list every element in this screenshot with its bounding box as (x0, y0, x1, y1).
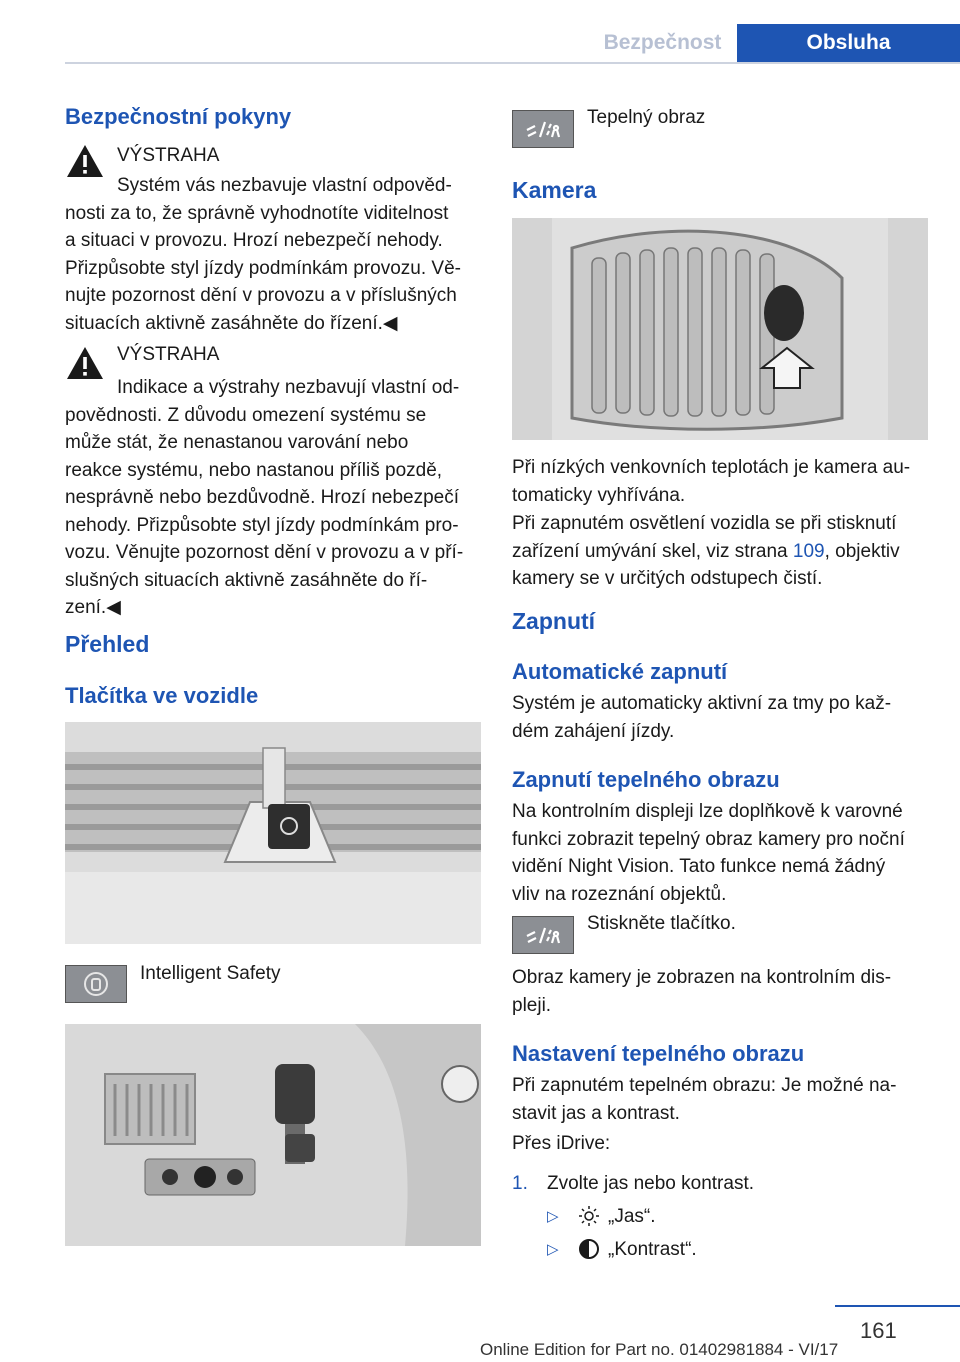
warning-2-line: reakce systému, nebo nastanou příliš pozdě, (65, 459, 443, 481)
thermal-on-line: funkci zobrazit tepelný obraz kamery pro noční (512, 828, 905, 850)
idrive-text: Přes iDrive: (512, 1133, 611, 1154)
camera-grille-illustration (512, 218, 928, 440)
intelligent-safety-button-icon (65, 965, 127, 1003)
settings-line: Při zapnutém tepelném obrazu: Je možné na‐ (512, 1075, 897, 1096)
warning-2-line: může stát, že nenastanou varování nebo (65, 432, 409, 453)
contrast-icon (578, 1238, 600, 1260)
settings-line: stavit jas a kontrast. (512, 1102, 680, 1124)
section-title-safety: Bezpečnostní pokyny (65, 104, 292, 129)
auto-line: Systém je automaticky aktivní za tmy po kaž‐ (512, 693, 892, 714)
vents-illustration (65, 722, 481, 944)
display-line: pleji. (512, 994, 552, 1016)
tab-bezpecnost[interactable]: Bezpečnost (603, 31, 722, 54)
warning-2-line: zení.◀ (65, 597, 121, 618)
intelligent-safety-label: Intelligent Safety (140, 963, 281, 984)
camera-p2-line: Při zapnutém osvětlení vozidla se při stisknutí (512, 513, 897, 534)
thermal-on-line: vliv na rozeznání objektů. (512, 883, 727, 905)
photo-steering-area (65, 1024, 481, 1246)
sub-item-jas: „Jas“. (608, 1206, 656, 1227)
thermal-image-label: Tepelný obraz (587, 107, 706, 128)
warning-1-line: a situaci v provozu. Hrozí nebezpečí nehody. (65, 230, 443, 251)
camera-paragraph-2 (512, 510, 932, 593)
footer-edition: Online Edition for Part no. 01402981884 - VI/17 (480, 1340, 839, 1359)
header-divider (65, 62, 960, 64)
warning-2-line: slušných situacích aktivně zasáhněte do ří‐ (65, 569, 428, 591)
photo-camera-grille (512, 218, 928, 440)
warning-2-line: vozu. Věnujte pozornost dění v provozu a v pří‐ (65, 542, 464, 563)
press-button-text: Stiskněte tlačítko. (587, 913, 736, 934)
night-vision-icon (523, 118, 563, 140)
camera-p1-line: tomaticky vyhřívána. (512, 484, 686, 506)
section-title-switch-on: Zapnutí (512, 608, 596, 634)
warning-1-line: Systém vás nezbavuje vlastní odpověd‐ (117, 175, 452, 196)
warning-1-line: situacích aktivně zasáhněte do řízení.◀ (65, 312, 398, 334)
auto-paragraph (512, 690, 932, 745)
warning-1-line: nosti za to, že správně vyhodnotíte viditelnost (65, 202, 449, 224)
camera-p2-line: kamery se v určitých odstupech čistí. (512, 568, 823, 589)
section-title-overview: Přehled (65, 631, 150, 657)
night-vision-button-icon-2 (512, 916, 574, 954)
page-number: 161 (860, 1318, 897, 1343)
sub-bullet: ▷ (547, 1241, 559, 1258)
auto-line: dém zahájení jízdy. (512, 720, 675, 742)
tab-obsluha[interactable]: Obsluha (737, 24, 960, 62)
warning-text-1 (65, 172, 485, 337)
page-link-109[interactable]: 109 (792, 540, 825, 562)
subsection-title-auto: Automatické zapnutí (512, 659, 728, 684)
subsection-title-buttons: Tlačítka ve vozidle (65, 683, 259, 708)
steering-illustration (65, 1024, 481, 1246)
footer-divider (835, 1305, 960, 1307)
warning-2-line: povědnosti. Z důvodu omezení systému se (65, 404, 427, 426)
brightness-icon (578, 1205, 600, 1227)
display-line: Obraz kamery je zobrazen na kontrolním dis‐ (512, 967, 892, 988)
step-number: 1. (512, 1173, 528, 1194)
warning-label-2: VÝSTRAHA (117, 344, 220, 365)
warning-2-line: Indikace a výstrahy nezbavují vlastní od‐ (117, 377, 460, 398)
camera-p1-line: Při nízkých venkovních teplotách je kamera au‐ (512, 457, 911, 478)
photo-dashboard-vents (65, 722, 481, 944)
settings-paragraph (512, 1072, 932, 1127)
sub-item-kontrast: „Kontrast“. (608, 1239, 697, 1260)
warning-text-2 (65, 374, 485, 622)
thermal-on-line: Na kontrolním displeji lze doplňkově k varovné (512, 801, 903, 822)
warning-2-line: nesprávně nebo bezdůvodně. Hrozí nebezpečí (65, 487, 459, 508)
warning-1-line: Přizpůsobte styl jízdy podmínkám provozu. Vě‐ (65, 257, 462, 279)
thermal-on-line: vidění Night Vision. Tato funkce nemá žádný (512, 856, 886, 877)
warning-1-line: nujte pozornost dění v provozu a v příslušných (65, 285, 457, 306)
intelligent-safety-icon (83, 971, 109, 997)
warning-label-1: VÝSTRAHA (117, 145, 220, 166)
camera-paragraph-1 (512, 454, 932, 509)
section-title-camera: Kamera (512, 177, 597, 203)
step-text: Zvolte jas nebo kontrast. (547, 1173, 754, 1194)
subsection-title-settings: Nastavení tepelného obrazu (512, 1041, 805, 1066)
display-paragraph (512, 964, 932, 1019)
camera-p2-line-2 (512, 538, 932, 566)
subsection-title-thermal-on: Zapnutí tepelného obrazu (512, 767, 780, 792)
camera-p2-text: , objektiv (824, 540, 900, 562)
night-vision-icon (523, 924, 563, 946)
thermal-on-paragraph (512, 798, 932, 908)
sub-bullet: ▷ (547, 1208, 559, 1225)
warning-2-line: nehody. Přizpůsobte styl jízdy podmínkám pro‐ (65, 514, 459, 536)
night-vision-button-icon (512, 110, 574, 148)
camera-p2-text: zařízení umývání skel, viz strana (512, 540, 793, 562)
